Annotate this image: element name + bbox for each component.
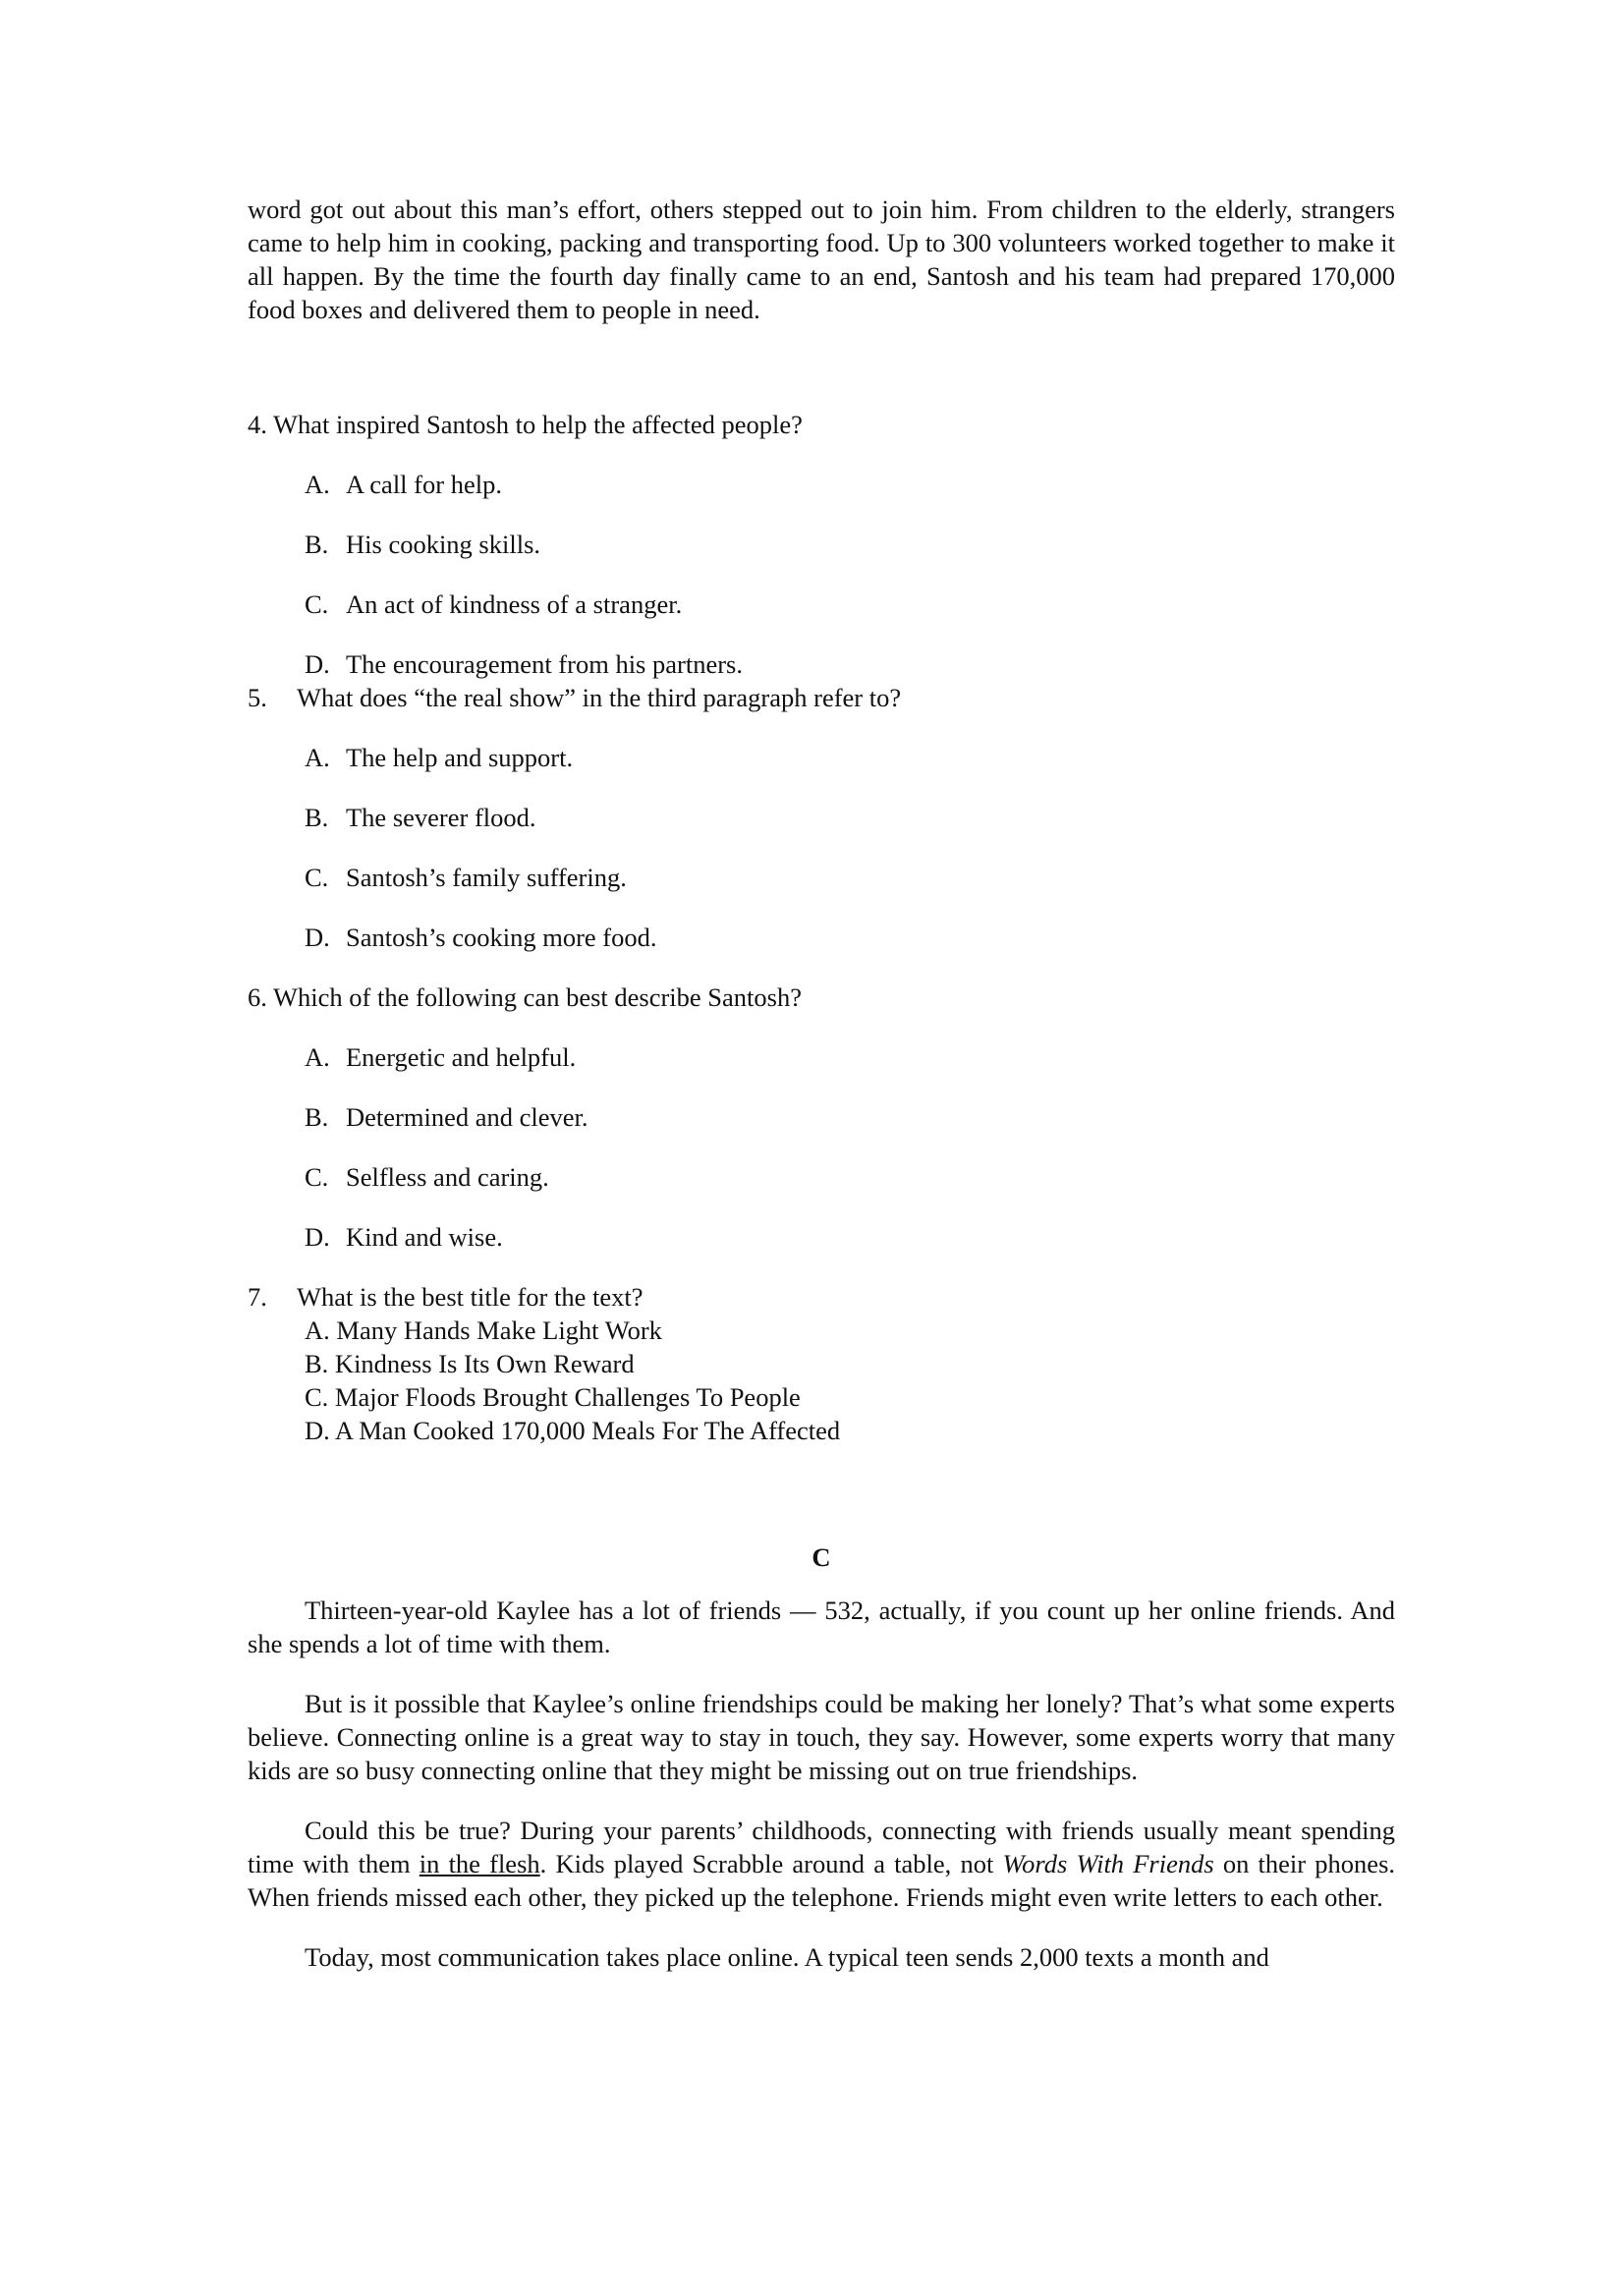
option-d[interactable]: D. Kind and wise. [305, 1222, 503, 1252]
question-text: What does “the real show” in the third paragraph refer to? [297, 683, 902, 712]
option-b[interactable]: B. Kindness Is Its Own Reward [305, 1349, 635, 1378]
section-heading: C [812, 1542, 831, 1572]
question-5 [248, 681, 1395, 954]
question-number: 4. [248, 410, 267, 439]
question-number: 6. [248, 982, 267, 1012]
question-4 [248, 408, 1395, 681]
intro-paragraph: word got out about this man’s effort, others stepped out to join him. From children to the elderly, strangers came to help him in cooking, packing and transporting food. Up to 300 volunteers worked together to make it all happen. By the time the fourth day finally came to an end, Santosh and his team had prepared 170,000 food boxes and delivered them to people in need. [248, 195, 1395, 324]
option-c[interactable]: C. An act of kindness of a stranger. [305, 589, 683, 619]
passage-paragraph-1: Thirteen-year-old Kaylee has a lot of friends — 532, actually, if you count up her online friends. And she spends a lot of time with them. [248, 1596, 1395, 1658]
option-d[interactable]: D. A Man Cooked 170,000 Meals For The Affected [305, 1416, 841, 1445]
option-b[interactable]: B. The severer flood. [305, 803, 536, 832]
option-a[interactable]: A. A call for help. [305, 470, 502, 499]
question-text: Which of the following can best describe Santosh? [273, 982, 802, 1012]
italic-title: Words With Friends [1002, 1849, 1214, 1878]
option-a[interactable]: A. The help and support. [305, 743, 574, 772]
document-page [248, 193, 1395, 1974]
question-stem [248, 681, 1395, 714]
passage-paragraph-3: Could this be true? During your parents’ childhoods, connecting with friends usually meant spending time with them in the flesh. Kids played Scrabble around a table, not Words With Friends on their phones. When friends missed each other, they picked up the telephone. Friends might even write letters to each other. [248, 1816, 1396, 1912]
passage-paragraph-4: Today, most communication takes place online. A typical teen sends 2,000 texts a month and [305, 1942, 1269, 1972]
option-d[interactable]: D. The encouragement from his partners. [305, 649, 743, 679]
option-a[interactable]: A. Energetic and helpful. [305, 1042, 577, 1072]
option-c[interactable]: C. Selfless and caring. [305, 1162, 549, 1192]
question-6 [248, 980, 1395, 1254]
question-text: What inspired Santosh to help the affected people? [273, 410, 803, 439]
option-c[interactable]: C. Major Floods Brought Challenges To People [305, 1382, 801, 1412]
underlined-phrase: in the flesh [419, 1849, 540, 1878]
question-number: 7. [248, 1282, 267, 1312]
question-text: What is the best title for the text? [297, 1282, 644, 1312]
question-stem [248, 980, 1395, 1014]
question-number: 5. [248, 683, 267, 712]
question-7 [248, 1280, 1395, 1447]
option-b[interactable]: B. His cooking skills. [305, 530, 541, 559]
question-stem [248, 1280, 1395, 1314]
option-a[interactable]: A. Many Hands Make Light Work [305, 1316, 662, 1345]
option-c[interactable]: C. Santosh’s family suffering. [305, 863, 627, 892]
passage-paragraph-2: But is it possible that Kaylee’s online friendships could be making her lonely? That’s what some experts believe. Connecting online is a great way to stay in touch, they say. However, some experts worry that many kids are so busy connecting online that they might be missing out on true friendships. [248, 1689, 1395, 1785]
option-b[interactable]: B. Determined and clever. [305, 1102, 588, 1132]
option-d[interactable]: D. Santosh’s cooking more food. [305, 923, 657, 952]
question-stem [248, 408, 1395, 441]
